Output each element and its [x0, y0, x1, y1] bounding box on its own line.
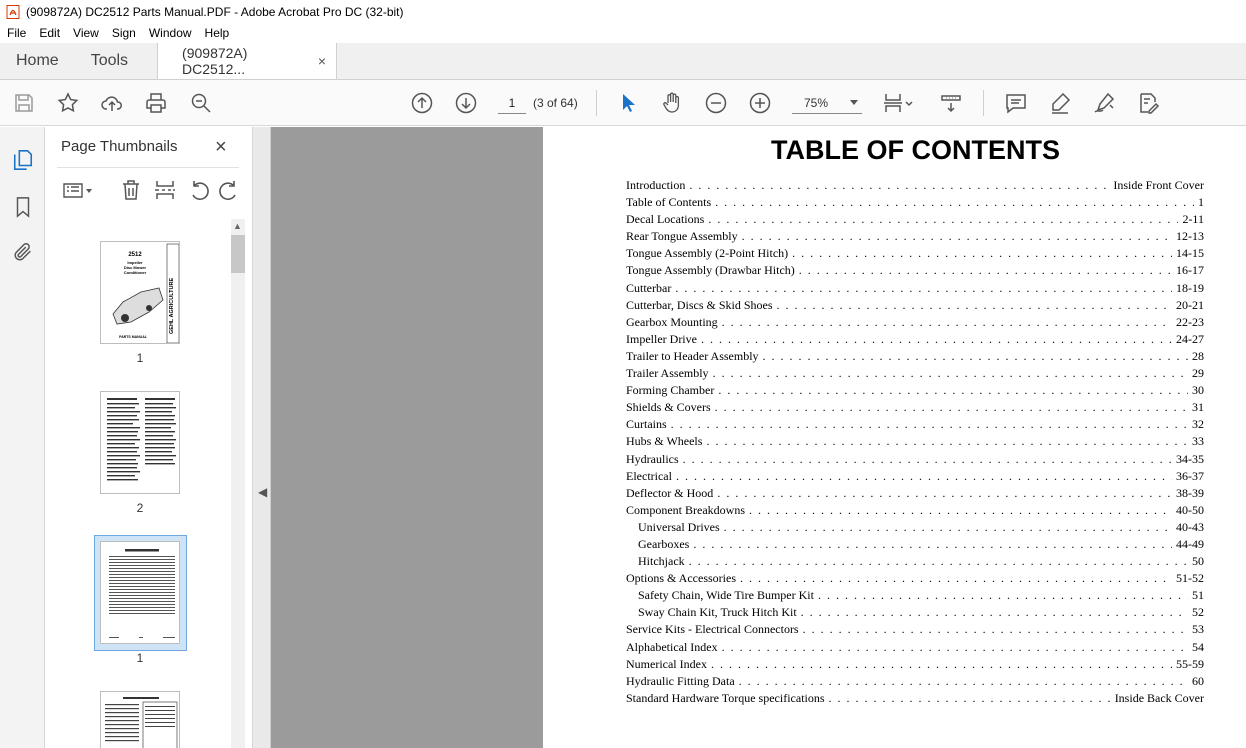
toc-entry-title: Tongue Assembly (Drawbar Hitch) [626, 263, 795, 278]
page-thumbnail[interactable] [100, 241, 180, 344]
collapse-panel-icon[interactable]: ◀ [258, 485, 268, 499]
cover-brand: GEHL AGRICULTURE [169, 277, 175, 334]
toc-entry-page: 38-39 [1176, 485, 1204, 500]
toc-entry-title: Trailer Assembly [626, 366, 709, 381]
page-display-icon[interactable] [881, 90, 917, 116]
toc-entry[interactable] [626, 468, 1204, 485]
next-page-icon[interactable] [453, 90, 479, 116]
cover-page-preview [101, 242, 180, 344]
toc-entry-title: Universal Drives [638, 519, 720, 534]
toc-dot-leader [715, 194, 1194, 211]
select-cursor-icon[interactable] [615, 90, 641, 116]
menu-view[interactable]: View [73, 26, 99, 40]
toc-entry-page: 52 [1192, 605, 1204, 620]
upload-cloud-icon[interactable] [99, 90, 125, 116]
toc-dot-leader [676, 468, 1172, 485]
toc-entry[interactable] [626, 604, 1204, 621]
toc-entry-page: 16-17 [1176, 263, 1204, 278]
thumbnail-list [45, 217, 245, 748]
toc-dot-leader [683, 451, 1172, 468]
zoom-level-select[interactable] [792, 92, 862, 114]
tab-document[interactable] [157, 43, 337, 79]
scroll-up-icon[interactable]: ▲ [233, 221, 242, 231]
toc-entry-title: Safety Chain, Wide Tire Bumper Kit [638, 588, 814, 603]
text-page-preview [101, 392, 180, 494]
toc-page-preview [101, 542, 180, 644]
toc-entry[interactable] [626, 177, 1204, 194]
toc-entry[interactable] [626, 519, 1204, 536]
toc-entry-page: 54 [1192, 639, 1204, 654]
page-number-input[interactable] [498, 92, 526, 114]
toc-dot-leader [799, 262, 1172, 279]
print-icon[interactable] [143, 90, 169, 116]
toc-entry-title: Rear Tongue Assembly [626, 229, 738, 244]
toc-entry[interactable] [626, 365, 1204, 382]
svg-text:Conditioner: Conditioner [123, 270, 147, 275]
toc-entry-title: Electrical [626, 468, 672, 483]
toc-entry[interactable] [626, 502, 1204, 519]
toc-entry-page: 34-35 [1176, 451, 1204, 466]
toolbar-divider [596, 90, 597, 116]
tab-close-icon[interactable]: × [317, 53, 327, 69]
edit-pdf-icon[interactable] [1135, 90, 1161, 116]
toc-dot-leader [693, 536, 1172, 553]
tab-document-label: (909872A) DC2512... [182, 45, 248, 77]
window-title: (909872A) DC2512 Parts Manual.PDF - Adobe Acrobat Pro DC (32-bit) [26, 4, 404, 19]
toc-entry[interactable] [626, 433, 1204, 450]
zoom-out-icon[interactable] [703, 90, 729, 116]
cover-footer: PARTS MANUAL [119, 335, 147, 339]
toolbar [0, 80, 1246, 126]
toc-entry-page: 33 [1192, 434, 1204, 449]
toc-dot-leader [708, 211, 1178, 228]
thumbnail-label: 2 [136, 501, 144, 515]
tab-bar [0, 43, 1246, 80]
toc-entry-title: Decal Locations [626, 212, 705, 227]
delete-page-trash-icon[interactable] [119, 178, 143, 202]
toc-entry-page: 18-19 [1176, 280, 1204, 295]
toc-entry-page: 55-59 [1176, 656, 1204, 671]
toc-entry-title: Sway Chain Kit, Truck Hitch Kit [638, 605, 797, 620]
toc-dot-leader [763, 348, 1188, 365]
toc-heading: TABLE OF CONTENTS [771, 135, 1060, 165]
toc-entry-page: 24-27 [1176, 331, 1204, 346]
toc-entry-page: 20-21 [1176, 297, 1204, 312]
toc-entry-page: 30 [1192, 383, 1204, 398]
toc-dot-leader [803, 621, 1188, 638]
toc-dot-leader [722, 639, 1188, 656]
toc-entry-page: 2-11 [1182, 212, 1204, 227]
toc-entry-page: 1 [1198, 195, 1204, 210]
menu-bar [0, 23, 1246, 43]
toc-entry-title: Shields & Covers [626, 400, 711, 415]
toc-dot-leader [740, 570, 1172, 587]
attachments-paperclip-icon[interactable] [10, 239, 36, 265]
toc-entry[interactable] [626, 416, 1204, 433]
bookmarks-icon[interactable] [10, 194, 36, 220]
menu-sign[interactable]: Sign [111, 26, 136, 40]
fill-sign-pen-icon[interactable] [1091, 90, 1117, 116]
toc-dot-leader [829, 690, 1111, 707]
toc-entry-title: Hydraulics [626, 451, 679, 466]
toc-dot-leader [717, 485, 1172, 502]
toc-entry[interactable] [626, 553, 1204, 570]
tab-home[interactable]: Home [16, 52, 59, 69]
toc-entry-title: Alphabetical Index [626, 639, 718, 654]
left-navigation-rail [0, 127, 45, 748]
toc-entry-page: Inside Front Cover [1113, 178, 1204, 192]
toc-entry-page: 53 [1192, 622, 1204, 637]
toc-dot-leader [671, 416, 1188, 433]
toc-entry-title: Options & Accessories [626, 571, 736, 586]
toc-entry[interactable] [626, 399, 1204, 416]
toc-entry-page: 28 [1192, 348, 1204, 363]
page-thumbnails-panel [45, 127, 253, 748]
toc-entry-page: 22-23 [1176, 314, 1204, 329]
thumbnail-label: 1 [136, 651, 144, 665]
toc-entry[interactable] [626, 656, 1204, 673]
toc-entry[interactable] [626, 690, 1204, 707]
toc-dot-leader [675, 280, 1172, 297]
toc-entry-title: Standard Hardware Torque specifications [626, 690, 825, 705]
toc-entry-title: Hitchjack [638, 554, 685, 569]
find-zoom-icon[interactable] [188, 90, 214, 116]
rotate-clockwise-icon[interactable] [217, 178, 241, 202]
hand-tool-icon[interactable] [659, 90, 685, 116]
previous-page-icon[interactable] [409, 90, 435, 116]
toolbar-divider [983, 90, 984, 116]
toc-entry-title: Table of Contents [626, 195, 712, 210]
menu-window[interactable]: Window [148, 26, 192, 40]
toc-entry[interactable] [626, 194, 1204, 211]
parts-page-preview [101, 692, 180, 748]
toc-dot-leader [777, 297, 1172, 314]
toc-entry-page: 51 [1192, 588, 1204, 603]
title-bar [0, 0, 1246, 23]
toc-entry-page: 14-15 [1176, 246, 1204, 261]
close-icon[interactable]: × [215, 136, 227, 158]
toc-entry-page: 51-52 [1176, 571, 1204, 586]
toc-dot-leader [701, 331, 1172, 348]
menu-file[interactable]: File [7, 26, 27, 40]
toc-dot-leader [711, 656, 1172, 673]
toc-dot-leader [713, 365, 1188, 382]
toc-entry-page: Inside Back Cover [1114, 690, 1204, 705]
toc-entry-title: Hydraulic Fitting Data [626, 673, 735, 688]
toc-entry[interactable] [626, 485, 1204, 502]
extract-page-icon[interactable] [153, 178, 177, 202]
toc-entry[interactable] [626, 621, 1204, 638]
toc-entry-title: Cutterbar [626, 280, 672, 295]
document-view [271, 127, 1246, 748]
toc-entry-title: Forming Chamber [626, 383, 715, 398]
comment-icon[interactable] [1003, 90, 1029, 116]
toc-entry-page: 40-43 [1176, 519, 1204, 534]
thumbnail-scrollbar[interactable] [231, 219, 245, 748]
rotate-counterclockwise-icon[interactable] [187, 178, 211, 202]
toc-dot-leader [706, 433, 1188, 450]
toc-entry[interactable] [626, 331, 1204, 348]
toc-entry-title: Service Kits - Electrical Connectors [626, 622, 799, 637]
cover-title: 2512 [128, 252, 142, 258]
save-icon[interactable] [11, 90, 37, 116]
thumbnail-label: 1 [136, 351, 144, 365]
highlight-pen-icon[interactable] [1047, 90, 1073, 116]
toc-entry-title: Component Breakdowns [626, 502, 745, 517]
toc-entry-page: 12-13 [1176, 229, 1204, 244]
toc-dot-leader [749, 502, 1172, 519]
panel-title: Page Thumbnails [61, 138, 178, 155]
toc-dot-leader [722, 314, 1172, 331]
toc-entry-page: 29 [1192, 366, 1204, 381]
toc-entry-title: Trailer to Header Assembly [626, 348, 759, 363]
toc-entry-title: Curtains [626, 417, 667, 432]
svg-text:Impeller: Impeller [127, 260, 143, 265]
toc-entry[interactable] [626, 314, 1204, 331]
toc-entry[interactable] [626, 382, 1204, 399]
chevron-down-icon [850, 100, 858, 106]
toc-entry[interactable] [626, 451, 1204, 468]
toc-dot-leader [718, 382, 1188, 399]
toc-list [626, 177, 1204, 707]
toc-dot-leader [715, 399, 1188, 416]
toc-entry-title: Introduction [626, 178, 686, 192]
toc-entry[interactable] [626, 262, 1204, 279]
tab-tools[interactable]: Tools [90, 52, 129, 69]
toc-dot-leader [689, 553, 1188, 570]
toc-entry[interactable] [626, 673, 1204, 690]
toc-dot-leader [724, 519, 1172, 536]
toc-entry-title: Cutterbar, Discs & Skid Shoes [626, 297, 773, 312]
toc-entry[interactable] [626, 245, 1204, 262]
panel-splitter[interactable] [253, 127, 271, 748]
toc-dot-leader [801, 604, 1188, 621]
toc-dot-leader [818, 587, 1188, 604]
page-thumbnails-icon[interactable] [10, 147, 36, 173]
toc-dot-leader [689, 177, 1109, 194]
toc-entry[interactable] [626, 536, 1204, 553]
page-thumbnail[interactable] [100, 391, 180, 494]
toc-entry[interactable] [626, 570, 1204, 587]
toc-entry-page: 40-50 [1176, 502, 1204, 517]
toc-entry-page: 32 [1192, 417, 1204, 432]
toc-entry-page: 31 [1192, 400, 1204, 415]
zoom-in-icon[interactable] [747, 90, 773, 116]
toc-entry-page: 36-37 [1176, 468, 1204, 483]
zoom-level-value: 75% [804, 95, 829, 110]
menu-edit[interactable]: Edit [39, 26, 61, 40]
acrobat-pdf-icon [6, 5, 20, 19]
thumbnail-toolbar [57, 167, 239, 213]
toc-entry-page: 44-49 [1176, 536, 1204, 551]
toc-entry-title: Gearbox Mounting [626, 314, 718, 329]
toc-entry[interactable] [626, 211, 1204, 228]
toc-entry-title: Impeller Drive [626, 331, 697, 346]
toc-entry-title: Numerical Index [626, 656, 707, 671]
bookmark-star-icon[interactable] [55, 90, 81, 116]
menu-help[interactable]: Help [204, 26, 230, 40]
scrollbar-thumb[interactable] [231, 235, 245, 273]
toc-entry-title: Gearboxes [638, 536, 690, 551]
toc-entry-page: 50 [1192, 554, 1204, 569]
toc-entry[interactable] [626, 348, 1204, 365]
pdf-page [543, 127, 1246, 748]
toc-dot-leader [792, 245, 1172, 262]
thumbnail-options-icon[interactable] [61, 178, 95, 202]
toc-entry[interactable] [626, 639, 1204, 656]
toc-entry-title: Tongue Assembly (2-Point Hitch) [626, 246, 789, 261]
toc-entry[interactable] [626, 228, 1204, 245]
toc-entry-title: Deflector & Hood [626, 485, 714, 500]
toc-entry[interactable] [626, 297, 1204, 314]
toc-dot-leader [742, 228, 1172, 245]
scroll-mode-icon[interactable] [938, 90, 964, 116]
page-thumbnail[interactable] [100, 691, 180, 748]
toc-entry-title: Hubs & Wheels [626, 434, 703, 449]
page-count: (3 of 64) [533, 96, 578, 110]
page-thumbnail[interactable] [100, 541, 180, 644]
svg-text:Disc Mower: Disc Mower [123, 265, 147, 270]
toc-entry-page: 60 [1192, 673, 1204, 688]
toc-dot-leader [739, 673, 1188, 690]
toc-entry[interactable] [626, 587, 1204, 604]
toc-entry[interactable] [626, 280, 1204, 297]
